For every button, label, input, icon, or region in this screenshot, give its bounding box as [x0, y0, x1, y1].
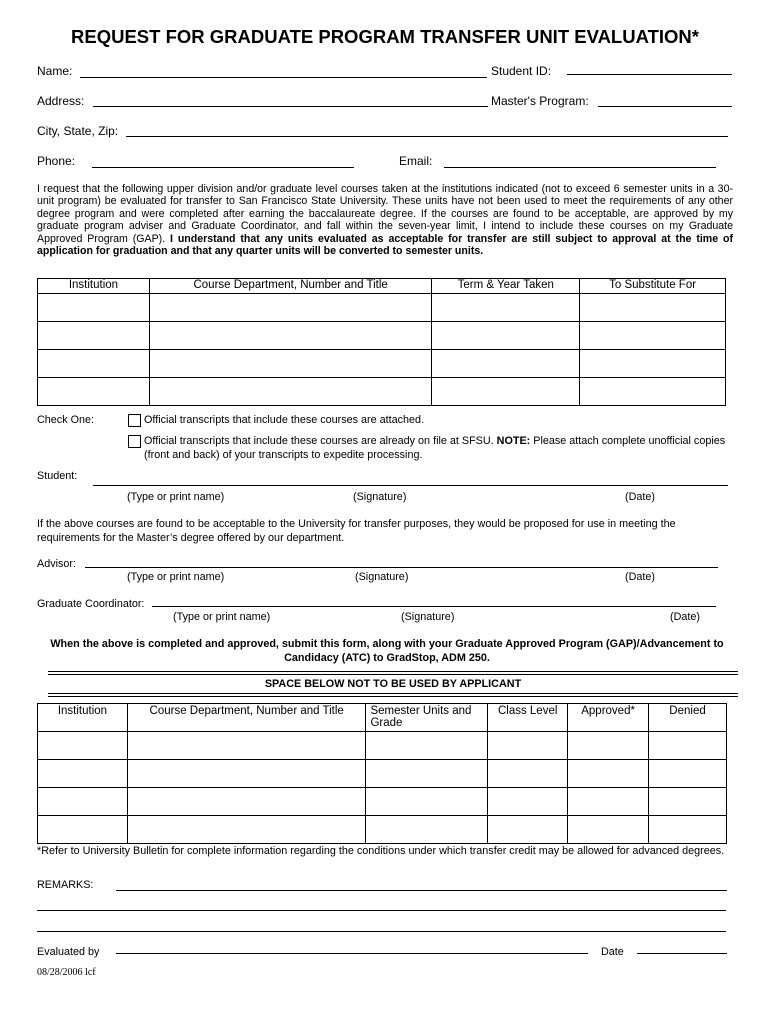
email-label: Email: — [399, 154, 433, 168]
name-field[interactable] — [80, 77, 487, 78]
divider-top-inner — [48, 674, 738, 675]
transcripts-attached-label: Official transcripts that include these courses are attached. — [144, 414, 425, 426]
transfer-course-table — [37, 278, 726, 406]
student-id-label: Student ID: — [491, 64, 552, 78]
remarks-label: REMARKS: — [37, 879, 94, 891]
table-row[interactable] — [38, 788, 727, 816]
request-bold-text: I understand that any units evaluated as acceptable for transfer are still subject to approval at the time of application for graduation and that any quarter units will be converted to semester units. — [37, 232, 733, 258]
evaluation-table — [37, 703, 727, 844]
remarks-line-3[interactable] — [37, 931, 726, 932]
advisor-type-name-caption: (Type or print name) — [127, 571, 225, 583]
col-header-substitute: To Substitute For — [580, 279, 726, 294]
table-header-row — [38, 279, 726, 294]
submit-instructions: When the above is completed and approved, submit this form, along with your Graduate Approved Program (GAP)/Advancement to Candidacy (ATC) to GradStop, ADM 250. — [50, 638, 724, 664]
evaluated-by-label: Evaluated by — [37, 946, 100, 958]
col-header-course: Course Department, Number and Title — [127, 704, 366, 732]
col-header-units-grade: Semester Units and Grade — [366, 704, 488, 732]
name-label: Name: — [37, 64, 73, 78]
student-signature-caption: (Signature) — [353, 491, 407, 503]
divider-top — [48, 671, 738, 672]
col-header-term: Term & Year Taken — [432, 279, 580, 294]
masters-program-label: Master's Program: — [491, 94, 589, 108]
remarks-line-1[interactable] — [116, 890, 727, 891]
advisor-signature-line[interactable] — [85, 567, 718, 568]
acceptable-paragraph: If the above courses are found to be acceptable to the University for transfer purposes, they would be proposed for use in meeting the requirements for the Master’s degree offered by our department. — [37, 518, 676, 544]
table-row[interactable] — [38, 378, 726, 406]
phone-label: Phone: — [37, 154, 76, 168]
table-header-row — [38, 704, 727, 732]
remarks-line-2[interactable] — [37, 910, 726, 911]
coordinator-date-caption: (Date) — [670, 611, 700, 623]
table-row[interactable] — [38, 322, 726, 350]
student-type-name-caption: (Type or print name) — [127, 491, 225, 503]
city-state-zip-field[interactable] — [126, 136, 728, 137]
email-field[interactable] — [444, 167, 716, 168]
student-id-field[interactable] — [567, 74, 732, 75]
evaluated-by-line[interactable] — [116, 953, 588, 954]
advisor-date-caption: (Date) — [625, 571, 655, 583]
table-row[interactable] — [38, 732, 727, 760]
student-date-caption: (Date) — [625, 491, 655, 503]
phone-field[interactable] — [92, 167, 354, 168]
date-label: Date — [601, 946, 624, 958]
note-text: Please attach complete unofficial copies (front and back) of your transcripts to expedite processing. — [144, 435, 726, 461]
table-row[interactable] — [38, 294, 726, 322]
divider-bottom-inner — [48, 696, 738, 697]
coordinator-type-name-caption: (Type or print name) — [173, 611, 271, 623]
transcripts-on-file-label — [144, 435, 734, 462]
col-header-institution: Institution — [38, 704, 128, 732]
coordinator-signature-line[interactable] — [152, 606, 716, 607]
transcripts-attached-checkbox[interactable] — [128, 414, 141, 427]
on-file-text: Official transcripts that include these courses are already on file at SFSU. — [144, 435, 494, 447]
col-header-class-level: Class Level — [488, 704, 568, 732]
advisor-signature-caption: (Signature) — [355, 571, 409, 583]
address-label: Address: — [37, 94, 85, 108]
space-below-heading: SPACE BELOW NOT TO BE USED BY APPLICANT — [264, 678, 522, 690]
city-state-zip-label: City, State, Zip: — [37, 124, 119, 138]
col-header-approved: Approved* — [568, 704, 649, 732]
note-label: NOTE: — [496, 435, 531, 447]
date-line[interactable] — [637, 953, 727, 954]
coordinator-signature-caption: (Signature) — [401, 611, 455, 623]
divider-bottom — [48, 693, 738, 694]
coordinator-label: Graduate Coordinator: — [37, 598, 145, 610]
table-row[interactable] — [38, 350, 726, 378]
form-revision-date: 08/28/2006 lcf — [37, 967, 96, 978]
address-field[interactable] — [93, 106, 488, 107]
advisor-label: Advisor: — [37, 558, 77, 570]
request-text: I request that the following upper division and/or graduate level courses taken at the institutions indicated (not to exceed 6 semester units in a 30-unit program) be evaluated for transfer to San Francisco State University. These units have not been used to meet the requirements of any other degree program and were completed after earning the baccalaureate degree. If the courses are found to be acceptable, are approved by my graduate program adviser and Graduate Coordinator, and fall within the seven-year limit, I intend to include these courses on my Graduate Approved Program (GAP). — [37, 183, 733, 245]
request-paragraph — [37, 183, 733, 257]
col-header-denied: Denied — [649, 704, 727, 732]
col-header-course: Course Department, Number and Title — [149, 279, 432, 294]
refer-note: *Refer to University Bulletin for complete information regarding the conditions under which transfer credit may be allowed for advanced degrees. — [37, 845, 725, 857]
transcripts-on-file-checkbox[interactable] — [128, 435, 141, 448]
student-signature-line[interactable] — [93, 485, 728, 486]
table-row[interactable] — [38, 760, 727, 788]
table-row[interactable] — [38, 816, 727, 844]
page-title: REQUEST FOR GRADUATE PROGRAM TRANSFER UNIT EVALUATION* — [71, 26, 699, 47]
check-one-label: Check One: — [37, 414, 95, 426]
masters-program-field[interactable] — [598, 106, 732, 107]
student-label: Student: — [37, 470, 78, 482]
col-header-institution: Institution — [38, 279, 150, 294]
